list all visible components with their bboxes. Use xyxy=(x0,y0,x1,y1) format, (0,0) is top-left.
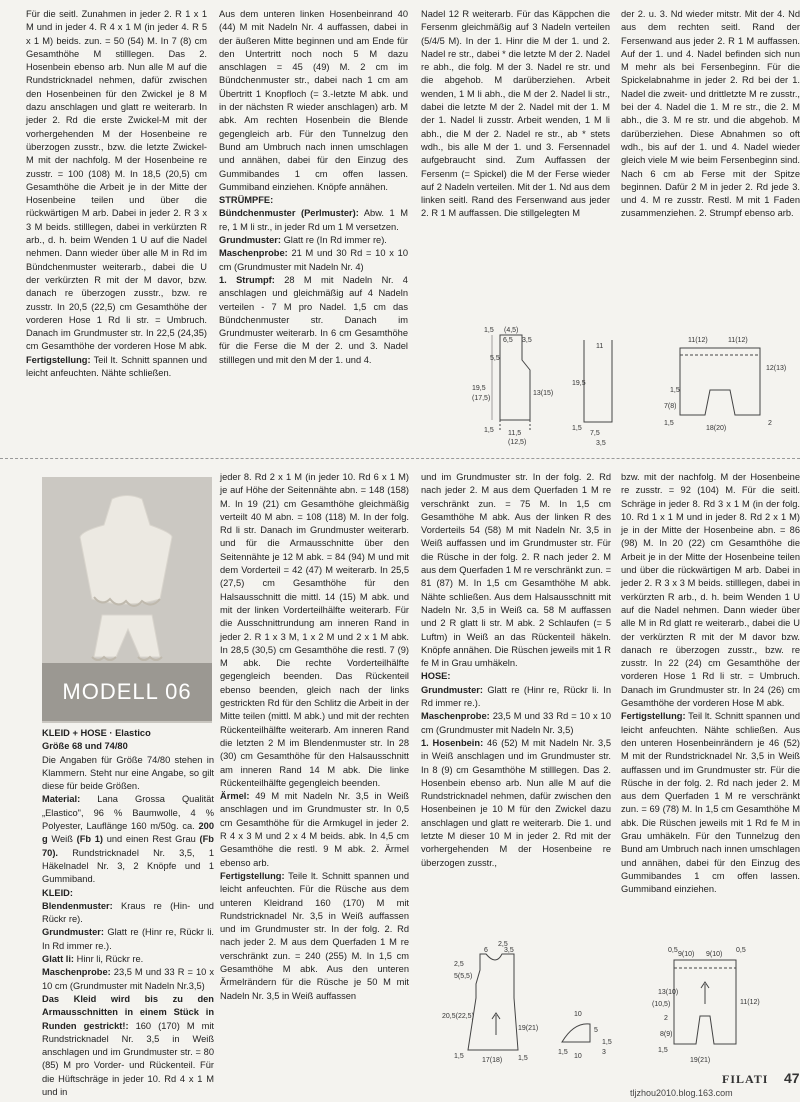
dim-label: 19(21) xyxy=(518,1025,539,1032)
top-col-4-text: der 2. u. 3. Nd wieder mitstr. Mit der 4. Nd aus dem rechten seitl. Rand der Fersenwand aus jeder 2. R 1 M auffassen. Auf der 1. und 4. Nadel befinden sich nun M mehr als bei Fersenbeginn. Für die Spickelabnahme in jeder 2. Rd bei der 1. Nadel die zweit- und drittletzte M re zusstr., bei der 4. Nadel die 1. M re str., die 2. M abh., die 3. M re str. und die abgehob. M darüberziehen. Diese Abnahmen so oft wdh., bis auf der 1. und 4. Nadel wieder gleich viele M wie beim Fersenbeginn sind. Nach 6 cm ab Ferse mit der Spitze beginnen. Dafür 2 M in jeder 2. Rd jede 3. und 4. M re zusstr. Restl. M mit 1 Faden zusammenziehen. 2. Strumpf ebenso arb. xyxy=(621,9,800,219)
top-col-4 xyxy=(621,8,800,308)
hose-heading: HOSE: xyxy=(421,671,451,682)
dim-label: 5,5 xyxy=(490,355,500,362)
material-heading: Material: xyxy=(42,794,81,805)
dim-label: 2,5 xyxy=(498,941,508,948)
dim-label: 2,5 xyxy=(454,961,464,968)
dim-label: 19,5 xyxy=(472,385,486,392)
dim-label: 10 xyxy=(574,1053,582,1060)
section-divider xyxy=(0,458,800,459)
dim-label: 18(20) xyxy=(706,425,727,432)
bottom-col-1: KLEID + HOSE · Elastico Größe 68 und 74/80 Die Angaben für Größe 74/80 stehen in Klammern. Steht nur eine Angabe, so gilt diese für beide Größen. Material: Lana Grossa Qualität „Elastico", 96 % Baumwolle, 4 % Polyester, Lauflänge 160 m/50g. ca. 200 g Weiß (Fb 1) und einen Rest Grau (Fb 70). Rundstricknadel Nr. 3,5, 1 Häkelnadel Nr. 3, 2 Knöpfe und 1 Gummiband. KLEID: Blendenmuster: Kraus re (Hin- und Rückr re). Grundmuster: Glatt re (Hinr re, Rückr li. In Rd immer re.). Glatt li: Hinr li, Rückr re. Maschenprobe: 23,5 M und 33 R = 10 x 10 cm (Grundmuster mit Nadeln Nr.3,5) Das Kleid wird bis zu den Armausschnitten in einem Stück in Runden gestrickt!: 160 (170) M mit Rundstricknadel Nr. 3,5 in Weiß anschlagen und im Grundmuster str. = 80 (85) M pro Vorder- und Rückenteil. Für die Hüftschräge in jeder 10. Rd 4 x 1 M und in xyxy=(42,728,214,1098)
dim-label: (12,5) xyxy=(508,439,527,446)
schnitt-aermel xyxy=(554,1002,624,1062)
bottom-col-3: und im Grundmuster str. In der folg. 2. Rd nach jeder 2. M aus dem Querfaden 1 M re verschränkt zun. = 75 M. In 1,5 cm Gesamthöhe M abk. Aus der linken R des Vorderteils 54 (58) M mit Nadeln Nr. 3,5 in Weiß auffassen und im Grundmuster str. Für die Rüsche in der folg. 2. R nach jeder 2. M aus dem Querfaden 1 M re verschränkt zun. = 81 (87) M. In 1,5 cm Gesamthöhe M abk. Nähte schließen. Aus dem Halsausschnitt mit Nadeln Nr. 3,5 in Weiß ca. 58 M auffassen und 2 R glatt li str. M abk. 2 Schlaufen (= 5 Luftm) in Weiß an das Rückenteil häkeln. Knöpfe annähen. Die Rüschen jeweils mit 1 R fe M in Grau umhäkeln. HOSE: Grundmuster: Glatt re (Hinr re, Rückr li. In Rd immer re.). Maschenprobe: 23,5 M und 33 Rd = 10 x 10 cm (Grundmuster mit Nadeln Nr. 3,5) 1. Hosenbein: 46 (52) M mit Nadeln Nr. 3,5 in Weiß anschlagen und im Grundmuster str. In 8 (9) cm Gesamthöhe M stilllegen. Das 2. Hosenbein ebenso arb. Nun alle M auf die Rundstricknadel nehmen, dafür zwischen den Hosenbeinen je 10 M für den Zwickel dazu anschlagen und glatt re weiterarb. Die 1. und letzte M dieser 10 M in jeder 2. Rd mit der vorhergehenden M der Hosenbeine re überzogen zusstr., xyxy=(421,472,611,868)
schnitt-kleid xyxy=(440,940,550,1070)
grundmuster-heading: Grundmuster: xyxy=(219,235,281,246)
struempfe-heading: STRÜMPFE: xyxy=(219,195,274,206)
dim-label: 1,5 xyxy=(572,425,582,432)
schnitt-hose-top xyxy=(650,330,800,440)
dim-label: 1,5 xyxy=(658,1047,668,1054)
model-label: MODELL 06 xyxy=(42,663,212,721)
dim-label: 6 xyxy=(484,947,488,954)
dim-label: 9(10) xyxy=(706,951,723,958)
top-col-3-text: Nadel 12 R weiterarb. Für das Käppchen die Fersenm gleichmäßig auf 3 Nadeln verteilen (5/4/5 M). In der 1. Hinr die M der 1. und 2. Nadel re str., dabei * die letzte M der 2. Nadel re abh., die folg. M der 3. Nadel re str. und die abgehob. M darüberziehen. Arbeit wenden, 1 M li abh., die M der 2. Nadel li str., dabei die letzte M der 2. Nadel mit der 1. M der 1. Nadel li zusstr. Arbeit wenden, 1 M li abh., die M der 2. Nadel re str., ab * stets wdh., bis alle M der 1. und 3. Fersennadel aufgebraucht sind. Zum Auffassen der Fersenm (= Spickel) die M der Ferse wieder auf 2 Nadeln verteilen. Mit der 1. Nd aus dem linken seitl. Rand des Fersenwand aus jeder 2. R 1 M auffassen. Die stillgelegten M xyxy=(421,9,610,219)
dim-label: (4,5) xyxy=(504,327,519,334)
model-size: Größe 68 und 74/80 xyxy=(42,741,128,752)
strumpf-heading: 1. Strumpf: xyxy=(219,274,275,285)
buendchenmuster-heading: Bündchenmuster (Perlmuster): xyxy=(219,208,359,219)
kleid-heading: KLEID: xyxy=(42,887,73,898)
schnitt-hose xyxy=(650,944,760,1069)
dim-label: 10 xyxy=(574,1011,582,1018)
dim-label: 1,5 xyxy=(602,1039,612,1046)
dim-label: 8(9) xyxy=(660,1031,673,1038)
top-col-2-text: Aus dem unteren linken Hosenbeinrand 40 (44) M mit Nadeln Nr. 4 auffassen, dabei in der äußeren Mitte beginnen und am Ende für den Untertritt noch noch 5 M dazu anschlagen = 45 (49) M. 2 cm im Bündchenmuster str., dabei nach 1 cm am Übertritt 1 Knopfloch (= 3.-letzte M abk. und in der nächsten R wieder anschlagen) arb. M abk. Am rechten Hosenbein die Blende gegengleich arb. Für den Tunnelzug den Bund am Umbruch nach innen umschlagen und annähen, dabei für den Einzug des Gummibandes 1 cm offen lassen. Gummiband einziehen. Knöpfe annähen. xyxy=(219,9,408,192)
dim-label: 3,5 xyxy=(596,440,606,447)
dim-label: 2 xyxy=(768,420,772,427)
dim-label: 11 xyxy=(596,343,604,350)
dim-label: 1,5 xyxy=(454,1053,464,1060)
dim-label: 11(12) xyxy=(740,999,760,1006)
magazine-brand: FILATI xyxy=(722,1072,769,1086)
dim-label: 11,5 xyxy=(508,430,522,437)
dim-label: 3 xyxy=(602,1049,606,1056)
dim-label: 20,5(22,5) xyxy=(442,1013,474,1020)
schnitt-strumpf-2 xyxy=(570,330,630,450)
dim-label: 11(12) xyxy=(688,337,708,344)
fertigstellung-text: Teil lt. Schnitt spannen und leicht anfeuchten. Nähte schließen. xyxy=(26,354,207,379)
aermel-heading: Ärmel: xyxy=(220,791,250,802)
dim-label: 12(13) xyxy=(766,365,787,372)
dim-label: 0,5 xyxy=(736,947,746,954)
dim-label: 5 xyxy=(594,1027,598,1034)
dim-label: (10,5) xyxy=(652,1001,671,1008)
watermark-url: tljzhou2010.blog.163.com xyxy=(630,1088,733,1098)
dim-label: (17,5) xyxy=(472,395,491,402)
dim-label: 5(5,5) xyxy=(454,973,473,980)
dim-label: 3,5 xyxy=(522,337,532,344)
top-col-1-text: Für die seitl. Zunahmen in jeder 2. R 1 x 1 M und in jeder 4. R 4 x 1 M (in jeder 4. R 5 x 1 M) beids. zun. = 50 (54) M. In 7 (8) cm Gesamthöhe M stilllegen. Das 2. Hosenbein ebenso arb. Nun alle M auf die Rundstricknadel nehmen, dafür zwischen den Hosenbeinen für den Zwickel je 8 M dazu anschlagen und glatt re weiterarb. In jeder 2. Rd die erste Zwickel-M mit der vorhergehenden M der Hosenbeine re überzogen zusstr., bzw. die letzte Zwickel-M mit der nachfolg. M der Hosenbeine re zusstr. = 100 (108) M. In 18,5 (20,5) cm Gesamthöhe die Arbeit je in der Mitte der Hosenbeine teilen und über die rückwärtigen M arb. Dabei in jeder 2. R 3 x 3 M beids. stilllegen, dabei in verkürzten R arb., d. h. beim Wenden 1 U auf die Nadel nehmen. Dann wieder über alle M in Rd im Bündchenmuster weiterarb., dabei die U der verkürzten R mit der M davor, bzw. danach re überzogen zusstr., bzw. re zusstr. In 20,5 (22,5) cm Gesamthöhe der vorderen Hose 1 Rd li str. = Umbruch. Danach im Grundmuster str. In 22,5 (24,35) cm Gesamthöhe der vorderen Hose M abk. xyxy=(26,9,207,352)
top-col-1 xyxy=(26,8,207,453)
dim-label: 0,5 xyxy=(668,947,678,954)
dim-label: 7(8) xyxy=(664,403,677,410)
dim-label: 1,5 xyxy=(664,420,674,427)
top-col-2: Aus dem unteren linken Hosenbeinrand 40 (44) M mit Nadeln Nr. 4 auffassen, dabei in der äußeren Mitte beginnen und am Ende für den Untertritt noch noch 5 M dazu anschlagen = 45 (49) M. 2 cm im Bündchenmuster str., dabei nach 1 cm am Übertritt 1 Knopfloch (= 3.-letzte M abk. und in der nächsten R wieder anschlagen) arb. M abk. Am rechten Hosenbein die Blende gegengleich arb. Für den Tunnelzug den Bund am Umbruch nach innen umschlagen und annähen, dabei für den Einzug des Gummibandes 1 cm offen lassen. Gummiband einziehen. Knöpfe annähen. STRÜMPFE: Bündchenmuster (Perlmuster): Abw. 1 M re, 1 M li str., in jeder Rd um 1 M versetzen. Grundmuster: Glatt re (In Rd immer re). Maschenprobe: 21 M und 30 Rd = 10 x 10 cm (Grundmuster mit Nadeln Nr. 4) 1. Strumpf: 28 M mit Nadeln Nr. 4 anschlagen und gleichmäßig auf 4 Nadeln verteilen - 7 M pro Nadel. 1,5 cm das Bündchenmuster str. Danach im Grundmuster weiterarb. In 6 cm Gesamthöhe für die Ferse die M der 2. und 3. Nadel stilllegen und mit den M der 1. und 4. xyxy=(219,9,408,365)
dim-label: 2 xyxy=(664,1015,668,1022)
dim-label: 11(12) xyxy=(728,337,748,344)
dim-label: 19,5 xyxy=(572,380,586,387)
fertigstellung-heading: Fertigstellung: xyxy=(26,354,91,365)
model-title: KLEID + HOSE · Elastico xyxy=(42,728,151,738)
dim-label: 17(18) xyxy=(482,1057,503,1064)
page-number: 47 xyxy=(784,1070,800,1086)
bottom-col-4: bzw. mit der nachfolg. M der Hosenbeine re zusstr. = 92 (104) M. Für die seitl. Schräge in jeder 8. Rd 3 x 1 M (in der folg. 10. Rd 1 x 1 M und in jeder 8. Rd 2 x 1 M) je in der Mitte der Hosenbeine abn. = 86 (98) M. In 20 (22) cm Gesamthöhe die Arbeit je in der Mitte der Hosenbeine teilen und über die rückwärtigen M arb. Dabei in jeder 2. R 3 x 3 M beids. stilllegen, dabei in verkürzten R arb., d. h. beim Wenden 1 U auf die Nadel nehmen. Dann wieder über alle M in Rd glatt re weiterarb., dabei die U der verkürzten R mit der M davor bzw. danach re überzogen zusstr., bzw. re zusstr. In 22 (24) cm Gesamthöhe der vorderen Hose 1 Rd li str. = Umbruch. Danach im Grundmuster str. In 24 (26) cm Gesamthöhe der vorderen Hose M abk. Fertigstellung: Teil lt. Schnitt spannen und leicht anfeuchten. Nähte schließen. Aus den unteren Hosenbeinrändern je 46 (52) M mit der Rundstricknadel Nr. 3,5 in Weiß auffassen und im Grundmuster str. Für die Rüsche in der folg. 2. Rd nach jeder 2. M aus dem Querfaden 1 M re verschränkt zun. = 69 (78) M. In 1,5 cm Gesamthöhe M abk. Die Rüschen jeweils mit 1 Rd fe M in Grau umhäkeln. Für den Tunnelzug den Bund am Umbruch nach innen umschlagen und annähen, dabei für den Einzug des Gummibandes 1 cm offen lassen. Gummiband einziehen. xyxy=(621,472,800,895)
dim-label: 1,5 xyxy=(670,387,680,394)
maschenprobe-heading: Maschenprobe: xyxy=(219,248,288,259)
dim-label: 6,5 xyxy=(503,337,513,344)
top-col-3 xyxy=(421,8,610,308)
dim-label: 13(15) xyxy=(533,390,554,397)
dim-label: 1,5 xyxy=(518,1055,528,1062)
dim-label: 7,5 xyxy=(590,430,600,437)
dim-label: 1,5 xyxy=(558,1049,568,1056)
bottom-col-2: jeder 8. Rd 2 x 1 M (in jeder 10. Rd 6 x 1 M) je auf Höhe der Seitennähte abn. = 148 (158) M. In 19 (21) cm Gesamthöhe gleichmäßig verteilt 40 M abn. = 108 (118) M. In der folg. Rd li str. Danach im Grundmuster weiterarb. und für die Armausschnitte über den Seitennähte je 12 M abk. = 84 (94) M und mit dem Vorderteil = 42 (47) M weiterarb. In 25,5 (27,5) cm Gesamthöhe für den Halsausschnitt die mittl. 14 (15) M abk. und mit der linken Vorderteilhälfte weiterarb. Für die Ausschnittrundung am inneren Rand in jeder 2. R 1 x 3 M, 1 x 2 M und 2 x 1 M abk. In 28,5 (30,5) cm Gesamthöhe die restl. 7 (9) M abk. Die rechte Vorderteilhälfte gegengleich beenden. Das Rückenteil ebenso beenden, gleich nach der links gestrickten Rd für den Schlitz die Arbeit in der Mitte teilen (mittl. M abk.) und mit der rechten Rückenteilhälfte weiterarb. Am inneren Rand die letzten 2 M im Blendenmuster str. In 28 (30) cm Gesamthöhe für den Halsausschnitt am inneren Rand 14 M abk. Die linke Rückenteilhälfte gegengleich beenden. Ärmel: 49 M mit Nadeln Nr. 3,5 in Weiß anschlagen und im Grundmuster str. In 0,5 cm Gesamthöhe für die Armkugel in jeder 2. R 4 x 3 M und 2 x 4 M beids. abk. In 4,5 cm Gesamthöhe die restl. 9 M abk. 2. Ärmel ebenso arb. Fertigstellung: Teile lt. Schnitt spannen und leicht anfeuchten. Für die Rüsche aus dem unteren Kleidrand 160 (170) M mit Rundstricknadel Nr. 3,5 in Weiß auffassen und im Grundmuster str. In der folg. 2. Rd nach jeder 2. M aus dem Querfaden 1 M re verschränkt zun. = 240 (255) M. In 1,5 cm Gesamthöhe M abk. Aus den unteren Ärmelrändern für die Rüsche je 50 M mit Nadeln Nr. 3,5 in Weiß auffassen xyxy=(220,472,409,1001)
dim-label: 3,5 xyxy=(504,947,514,954)
dim-label: 19(21) xyxy=(690,1057,711,1064)
dim-label: 13(10) xyxy=(658,989,679,996)
dim-label: 1,5 xyxy=(484,327,494,334)
dim-label: 9(10) xyxy=(678,951,695,958)
dim-label: 1,5 xyxy=(484,427,494,434)
